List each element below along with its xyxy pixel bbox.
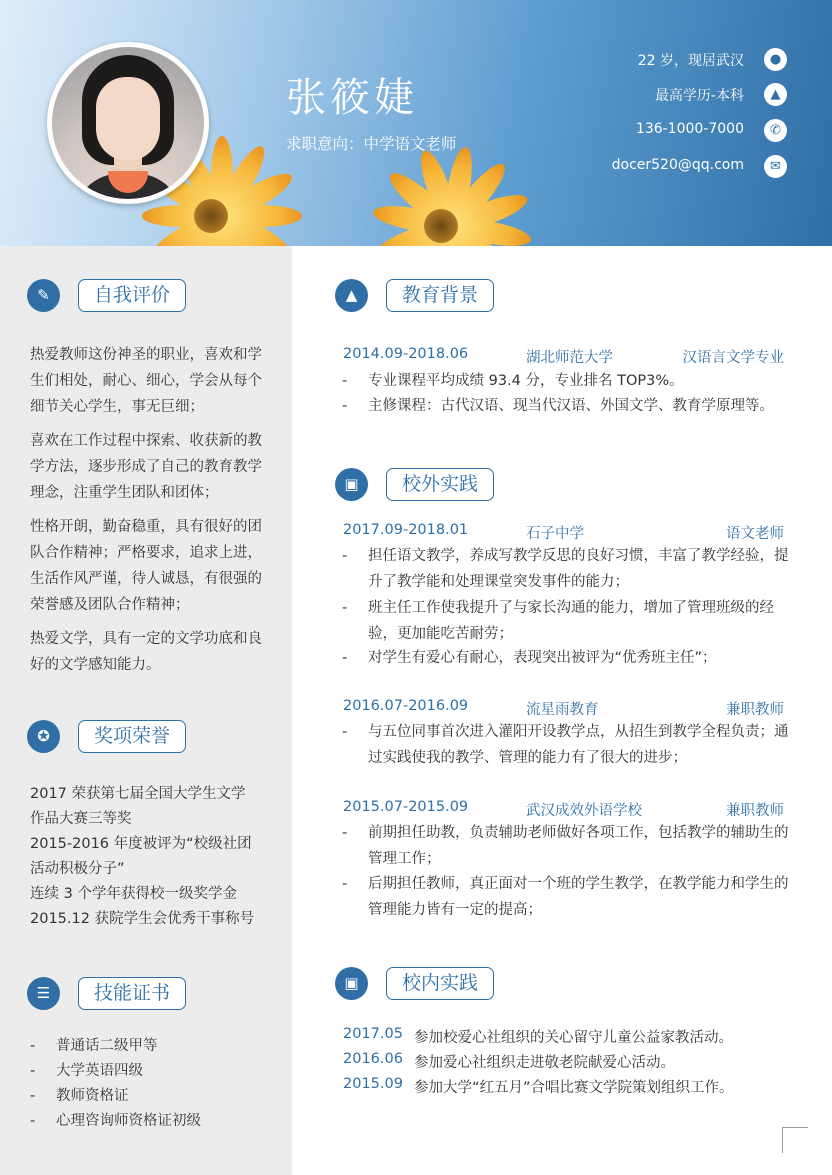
job-intent: 求职意向：中学语文老师 <box>286 135 457 153</box>
job-org: 石子中学 <box>526 526 584 542</box>
skill-item: - 教师资格证 <box>30 1088 129 1104</box>
education-school: 湖北师范大学 <box>526 350 613 366</box>
job-org: 流星雨教育 <box>526 702 599 718</box>
education-major: 汉语言文学专业 <box>682 350 784 366</box>
contact-phone[interactable]: 136-1000-7000 <box>635 121 744 137</box>
job-role: 语文老师 <box>726 526 784 542</box>
self-eval-paragraph: 热爱教师这份神圣的职业，喜欢和学生们相处，耐心、细心，学会从每个细节关心学生，事无巨细； <box>30 347 262 415</box>
job-role: 兼职教师 <box>726 803 784 819</box>
contact-email[interactable]: docer520@qq.com <box>611 157 744 173</box>
award-line: 连续 3 个学年获得校一级奖学金 <box>30 886 237 902</box>
campus-date: 2017.05 <box>343 1026 403 1042</box>
contact-education: 最高学历-本科 <box>654 88 744 104</box>
section-title-campus: 校内实践 <box>386 967 494 1000</box>
section-title-awards: 奖项荣誉 <box>78 720 186 753</box>
job-bullet: - 班主任工作使我提升了与家长沟通的能力，增加了管理班级的经验，更加能吃苦耐劳； <box>342 600 774 642</box>
pencil-edit-icon: ✎ <box>27 279 60 312</box>
award-line: 2017 荣获第七届全国大学生文学 <box>30 786 246 802</box>
skill-item: - 普通话二级甲等 <box>30 1038 158 1054</box>
self-eval-paragraph: 性格开朗，勤奋稳重，具有很好的团队合作精神；严格要求，追求上进，生活作风严谨，待人诚恳，有很强的荣誉感及团队合作精神； <box>30 519 262 613</box>
section-title-practice: 校外实践 <box>386 468 494 501</box>
campus-date: 2015.09 <box>343 1076 403 1092</box>
briefcase-icon: ▣ <box>335 468 368 501</box>
flower-decoration-right <box>440 225 441 226</box>
graduation-cap-icon: ▲ <box>335 279 368 312</box>
graduation-cap-icon: ▲ <box>764 83 787 106</box>
section-title-education: 教育背景 <box>386 279 494 312</box>
campus-activity: 参加大学“红五月”合唱比赛文学院策划组织工作。 <box>414 1080 734 1096</box>
candidate-name: 张筱婕 <box>286 75 418 121</box>
self-eval-paragraph: 热爱文学，具有一定的文学功底和良好的文学感知能力。 <box>30 631 262 673</box>
education-bullet: - 主修课程：古代汉语、现当代汉语、外国文学、教育学原理等。 <box>342 398 774 414</box>
profile-photo-frame <box>47 42 209 204</box>
award-line: 作品大赛三等奖 <box>30 811 132 827</box>
contact-age-location: 22 岁，现居武汉 <box>637 53 744 69</box>
job-bullet: - 与五位同事首次进入灌阳开设教学点，从招生到教学全程负责；通过实践使我的教学、管理的能力有了很大的进步； <box>342 724 789 766</box>
section-title-skills: 技能证书 <box>78 977 186 1010</box>
self-eval-paragraph: 喜欢在工作过程中探索、收获新的教学方法，逐步形成了自己的教育教学理念，注重学生团队和团体； <box>30 433 262 501</box>
award-line: 2015.12 获院学生会优秀干事称号 <box>30 911 255 927</box>
skill-item: - 心理咨询师资格证初级 <box>30 1113 201 1129</box>
job-org: 武汉成效外语学校 <box>526 803 642 819</box>
job-bullet: - 后期担任教师，真正面对一个班的学生教学，在教学能力和学生的管理能力皆有一定的提高； <box>342 876 789 918</box>
campus-date: 2016.06 <box>343 1051 403 1067</box>
job-period: 2015.07-2015.09 <box>343 799 469 815</box>
award-line: 活动积极分子” <box>30 861 125 877</box>
briefcase-icon: ▣ <box>335 967 368 1000</box>
resume-header <box>0 0 832 246</box>
job-period: 2017.09-2018.01 <box>343 522 469 538</box>
page-corner-mark <box>782 1127 808 1153</box>
medal-icon: ✪ <box>27 720 60 753</box>
mail-icon: ✉ <box>764 155 787 178</box>
job-bullet: - 担任语文教学，养成写教学反思的良好习惯，丰富了教学经验，提升了教学能和处理课堂突发事件的能力； <box>342 548 789 590</box>
job-role: 兼职教师 <box>726 702 784 718</box>
profile-photo <box>52 47 204 199</box>
phone-icon: ✆ <box>764 119 787 142</box>
education-period: 2014.09-2018.06 <box>343 346 469 362</box>
education-bullet: - 专业课程平均成绩 93.4 分，专业排名 TOP3%。 <box>342 373 684 389</box>
campus-activity: 参加校爱心社组织的关心留守儿童公益家教活动。 <box>414 1030 733 1046</box>
award-line: 2015-2016 年度被评为“校级社团 <box>30 836 252 852</box>
book-icon: ☰ <box>27 977 60 1010</box>
job-period: 2016.07-2016.09 <box>343 698 469 714</box>
campus-activity: 参加爱心社组织走进敬老院献爱心活动。 <box>414 1055 675 1071</box>
skill-item: - 大学英语四级 <box>30 1063 143 1079</box>
job-bullet: - 前期担任助教，负责辅助老师做好各项工作，包括教学的辅助生的管理工作； <box>342 825 789 867</box>
job-bullet: - 对学生有爱心有耐心，表现突出被评为“优秀班主任”； <box>342 650 717 666</box>
user-icon: ● <box>764 48 787 71</box>
section-title-self-eval: 自我评价 <box>78 279 186 312</box>
flower-decoration-left <box>210 215 211 216</box>
